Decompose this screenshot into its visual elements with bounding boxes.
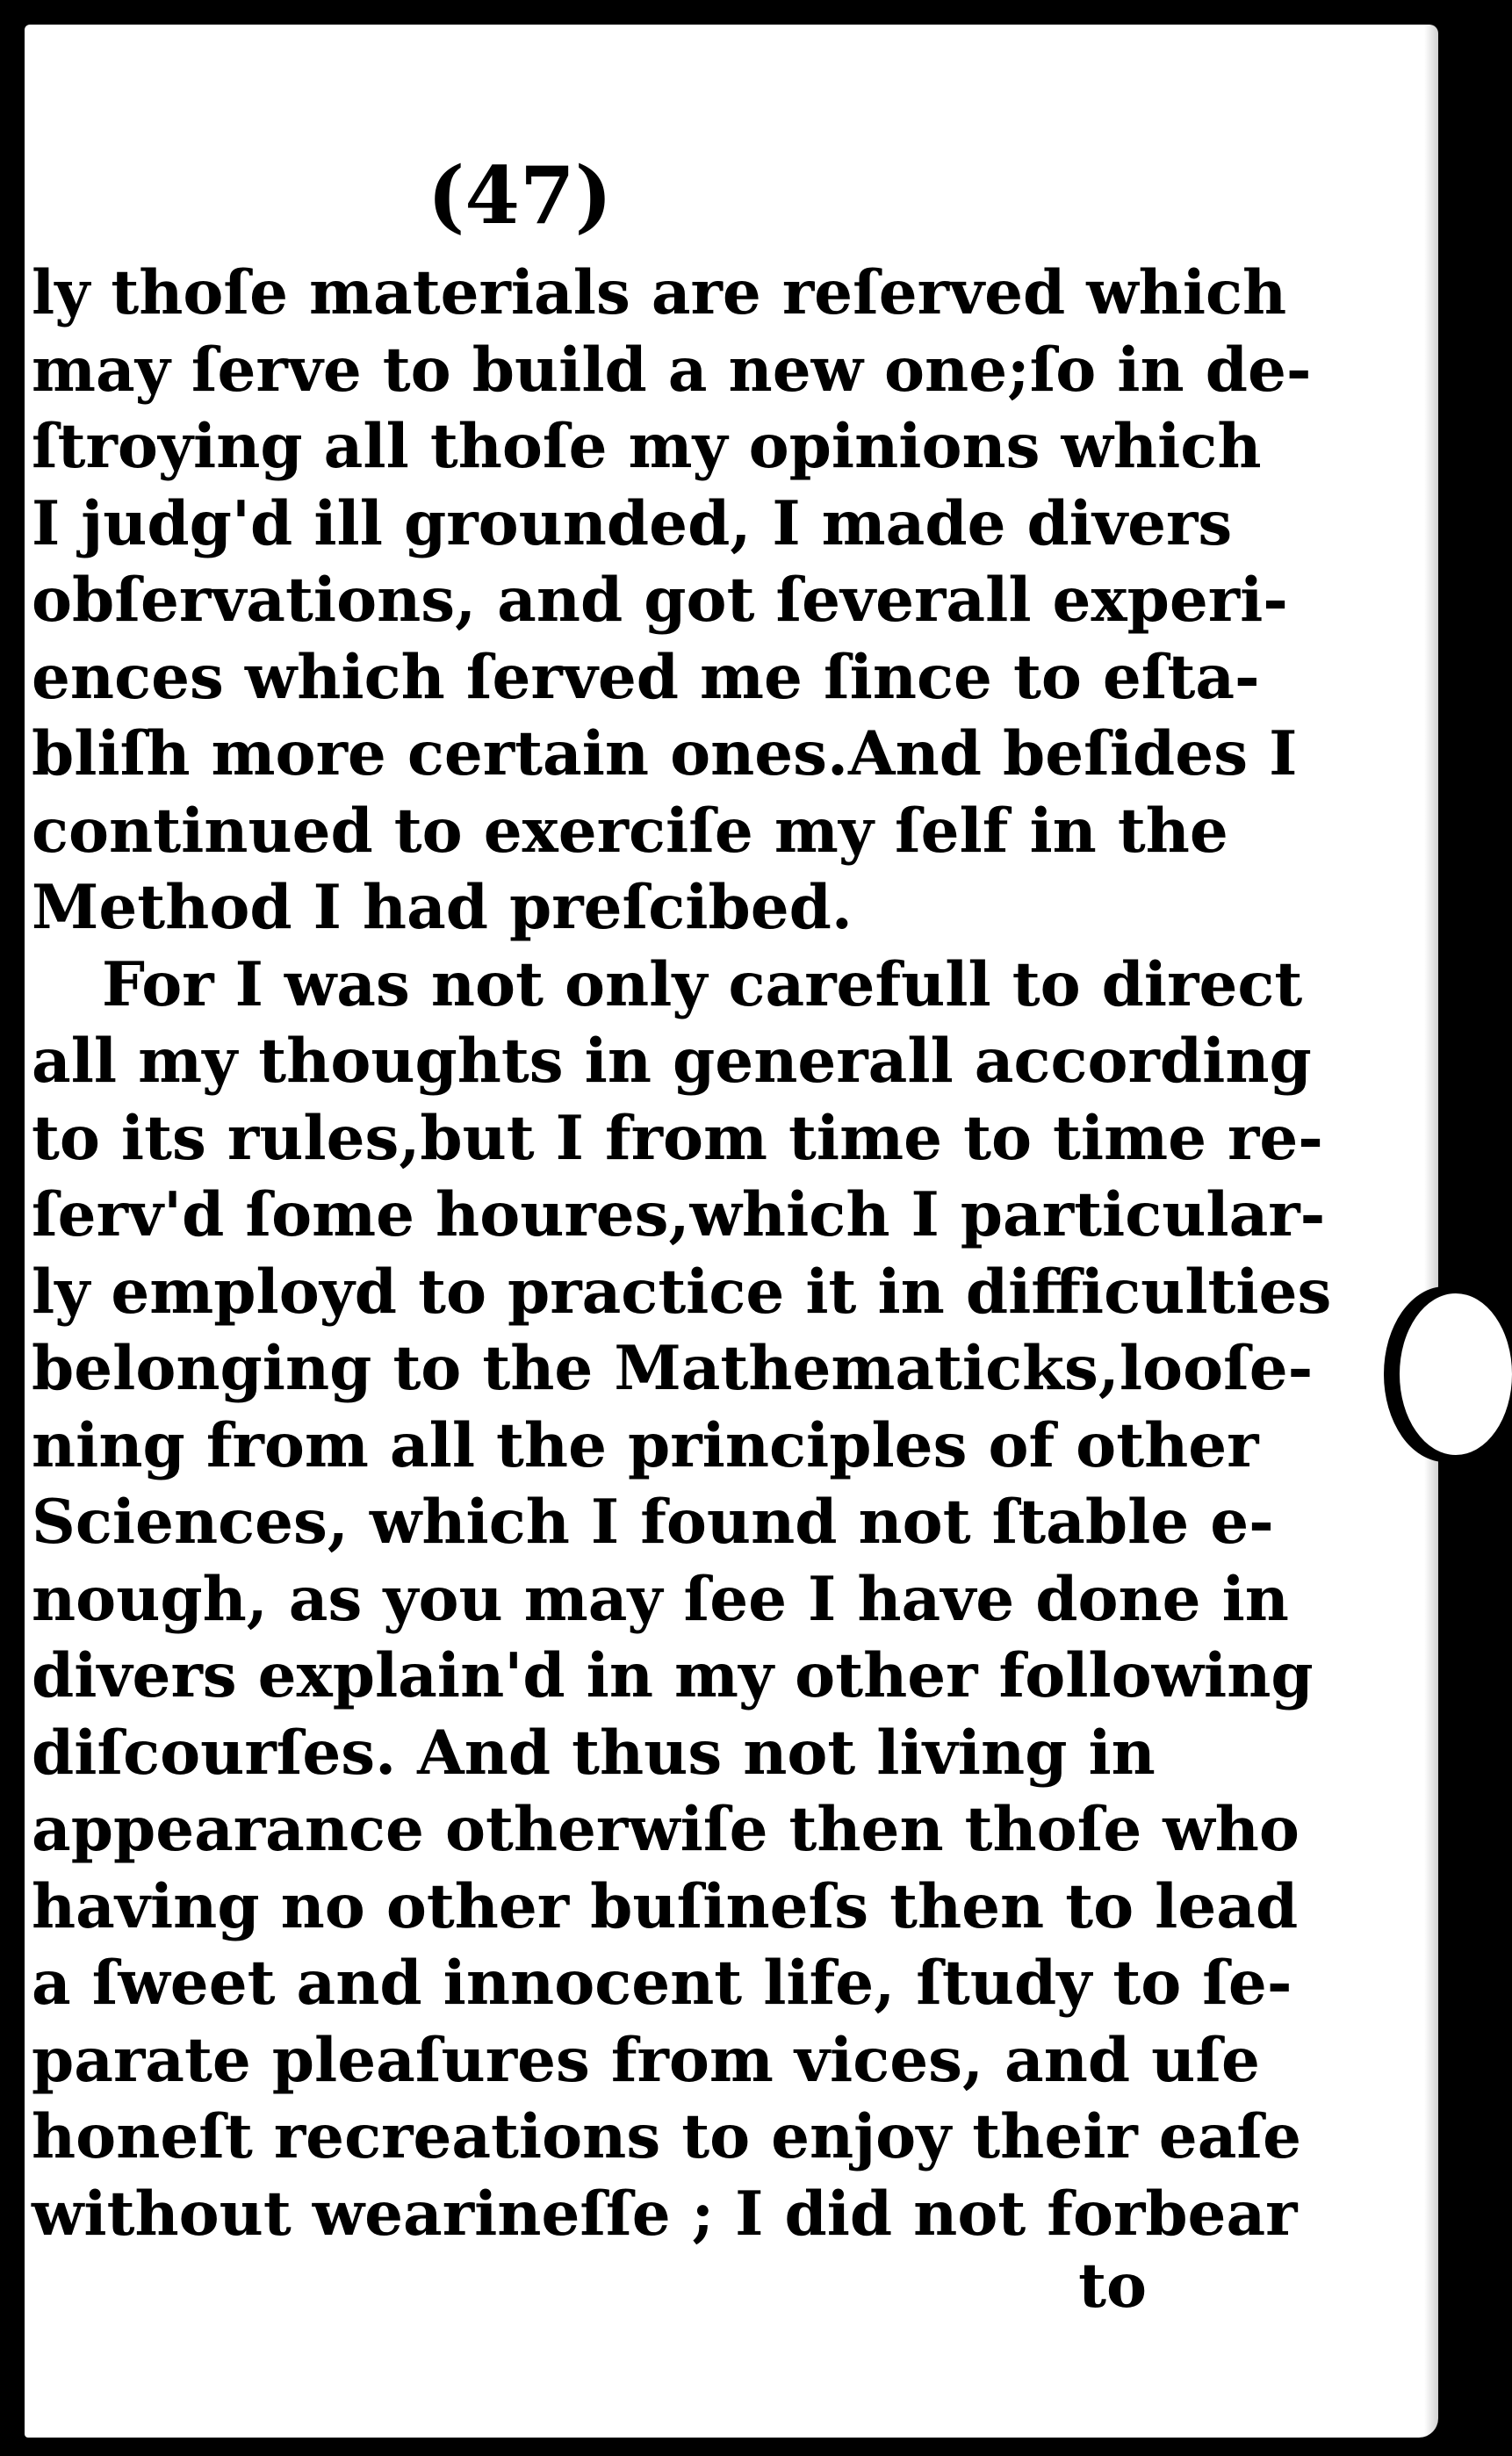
text-line: ly thoſe materials are reſerved which (32, 257, 1287, 328)
text-line: honeſt recreations to enjoy their eaſe (32, 2101, 1302, 2172)
text-line: ſtroying all thoſe my opinions which (32, 411, 1262, 482)
text-line: a ſweet and innocent life, ſtudy to ſe- (32, 1948, 1292, 2019)
text-line: For I was not only carefull to direct (102, 948, 1303, 1020)
body-text (32, 255, 1332, 2252)
text-line: I judg'd ill grounded, I made divers (32, 487, 1233, 559)
text-line: appearance otherwiſe then thoſe who (32, 1794, 1300, 1865)
text-line: without wearineſſe ; I did not forbear (32, 2178, 1298, 2250)
text-line: ſerv'd ſome houres,which I particular- (32, 1179, 1326, 1250)
text-line: continued to exerciſe my ſelf in the (32, 795, 1228, 867)
book-page (25, 25, 1438, 2438)
page-notch (1400, 1293, 1512, 1455)
text-line: ly employd to practice it in difficulties (32, 1256, 1332, 1328)
text-line: Method I had preſcibed. (32, 872, 853, 943)
text-line: ences which ſerved me ſince to eſta- (32, 641, 1260, 713)
catchword: to (1078, 2251, 1147, 2322)
text-line: parate pleaſures from vices, and uſe (32, 2024, 1260, 2096)
page-number: (47) (427, 149, 613, 242)
text-line: ning from all the principles of other (32, 1409, 1259, 1481)
text-line: bliſh more certain ones.And beſides I (32, 718, 1298, 789)
text-line: to its rules,but I from time to time re- (32, 1102, 1323, 1174)
text-line: obſervations, and got ſeverall experi- (32, 565, 1288, 636)
text-line: may ſerve to build a new one;ſo in de- (32, 334, 1312, 406)
text-line: belonging to the Mathematicks,looſe- (32, 1333, 1314, 1404)
text-line: Sciences, which I found not ſtable e- (32, 1487, 1274, 1558)
text-line: all my thoughts in generall according (32, 1026, 1312, 1097)
text-line: having no other buſineſs then to lead (32, 1870, 1299, 1942)
text-line: diſcourſes. And thus not living in (32, 1717, 1156, 1789)
text-line: nough, as you may ſee I have done in (32, 1563, 1289, 1635)
page-edge-shadow (1424, 25, 1438, 2438)
text-line: divers explain'd in my other following (32, 1640, 1314, 1711)
